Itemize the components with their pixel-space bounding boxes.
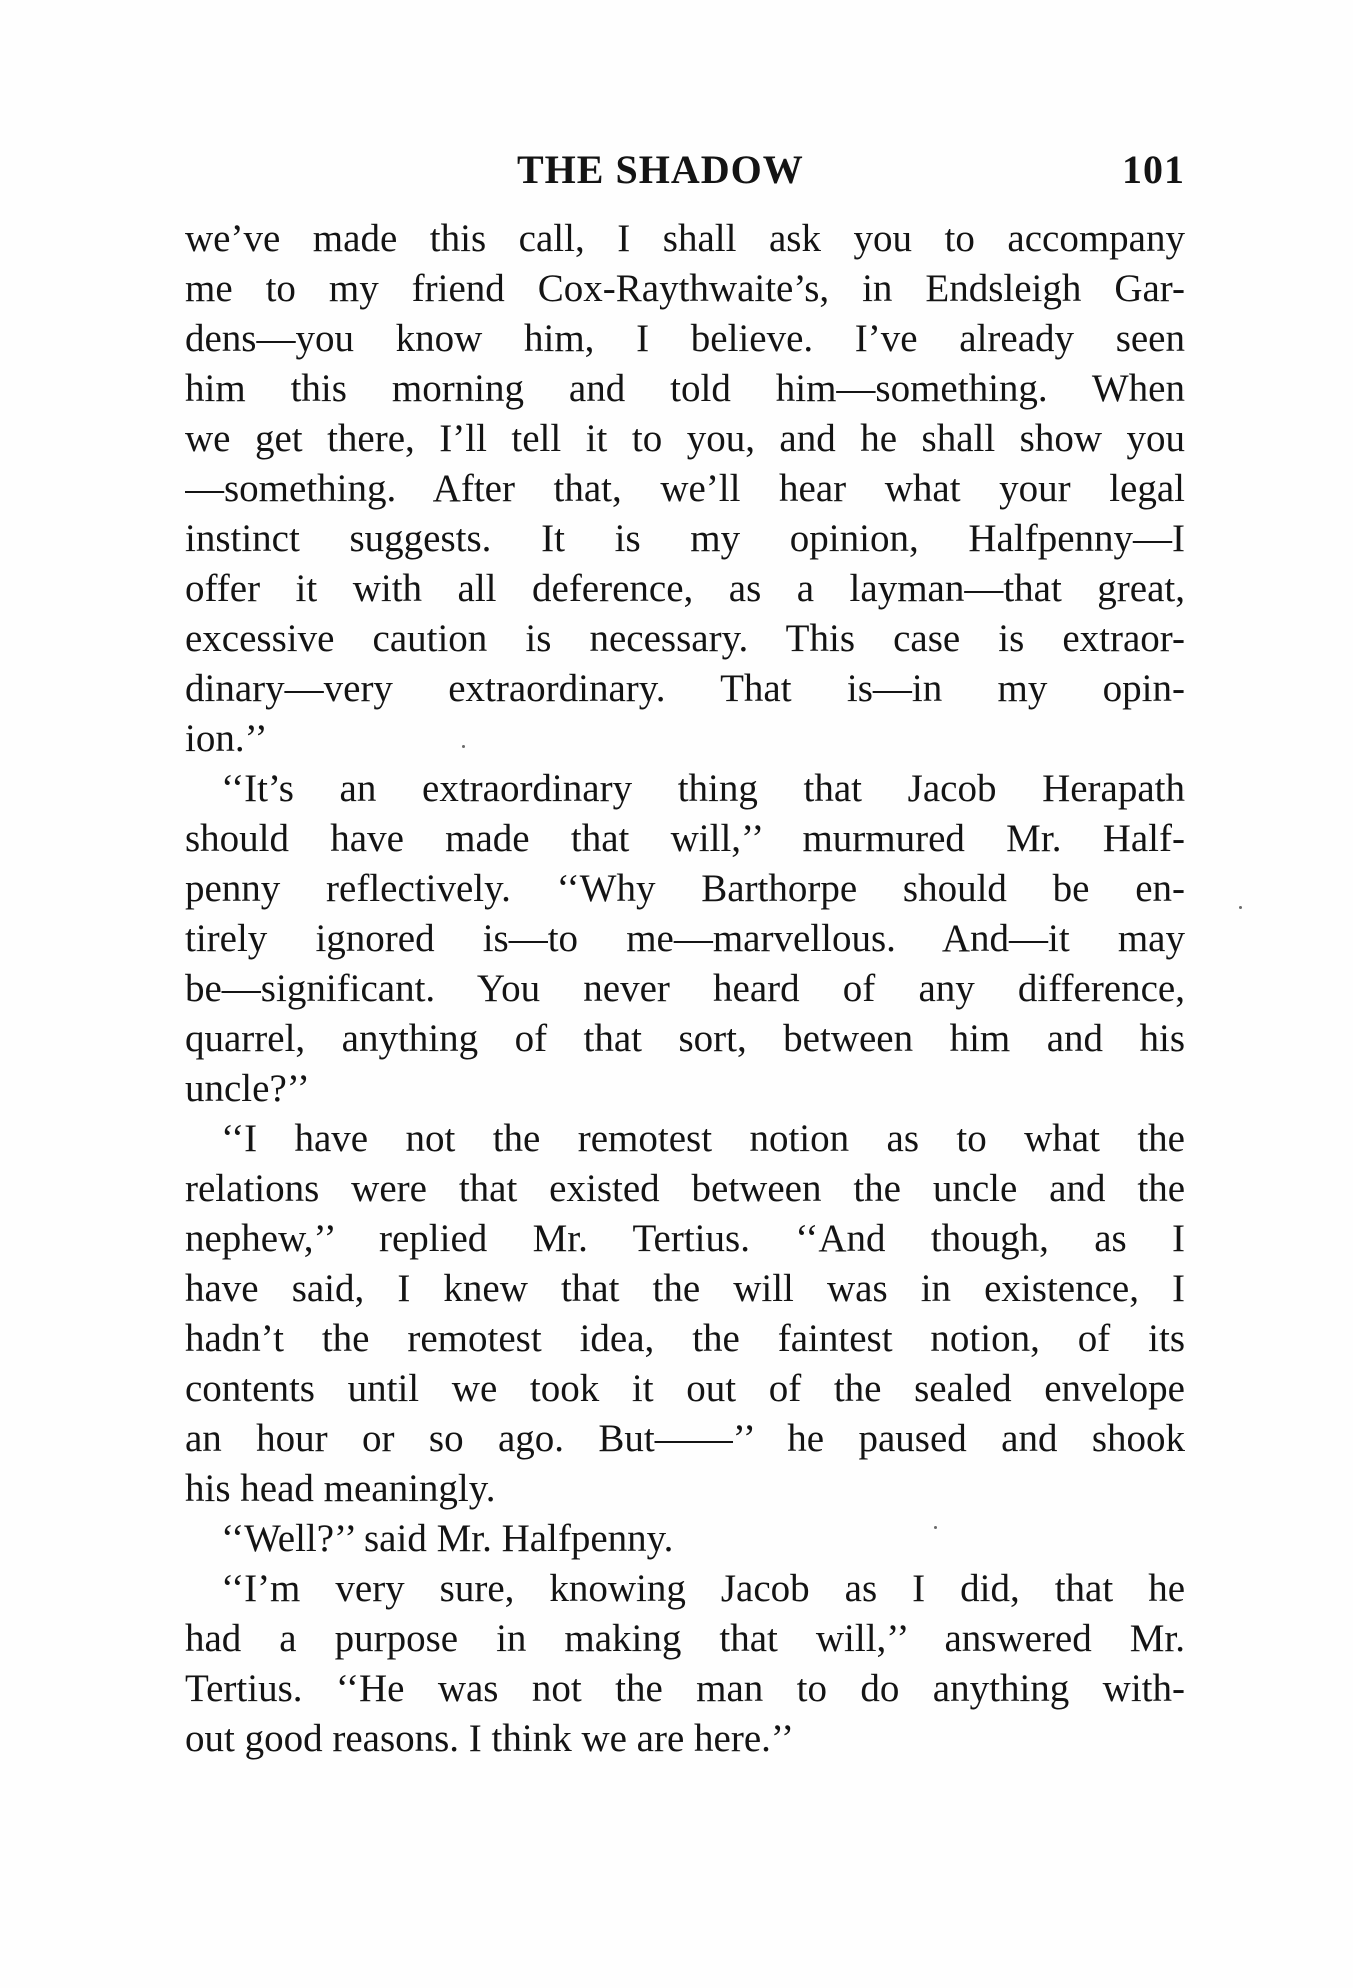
text-line: an hour or so ago. But——’’ he paused and shook <box>185 1417 1185 1460</box>
text-line: tirely ignored is—to me—marvellous. And—it may <box>185 917 1185 960</box>
text-line: ‘‘I have not the remotest notion as to what the <box>221 1117 1185 1160</box>
text-line: have said, I knew that the will was in existence, I <box>185 1267 1185 1310</box>
text-line: him this morning and told him—something. When <box>185 367 1185 410</box>
text-line: —something. After that, we’ll hear what your legal <box>185 467 1185 510</box>
text-line: relations were that existed between the uncle and the <box>185 1167 1185 1210</box>
text-line: out good reasons. I think we are here.’’ <box>185 1717 794 1760</box>
text-line: uncle?’’ <box>185 1067 310 1110</box>
page-number: 101 <box>1122 147 1185 192</box>
text-line: we get there, I’ll tell it to you, and he shall show you <box>185 417 1185 460</box>
text-line: penny reflectively. ‘‘Why Barthorpe should be en- <box>185 867 1185 910</box>
text-line: Tertius. ‘‘He was not the man to do anything with- <box>185 1667 1185 1710</box>
text-line: be—significant. You never heard of any difference, <box>185 967 1185 1010</box>
print-speck <box>934 1526 937 1529</box>
body-text <box>185 214 1185 1764</box>
text-line: we’ve made this call, I shall ask you to accompany <box>185 217 1185 260</box>
text-line: hadn’t the remotest idea, the faintest notion, of its <box>185 1317 1185 1360</box>
print-speck <box>1239 906 1242 909</box>
text-line: instinct suggests. It is my opinion, Halfpenny—I <box>185 517 1185 560</box>
text-line: ‘‘I’m very sure, knowing Jacob as I did, that he <box>221 1567 1185 1610</box>
text-line: quarrel, anything of that sort, between him and his <box>185 1017 1185 1060</box>
text-line: offer it with all deference, as a layman—that great, <box>185 567 1185 610</box>
print-speck <box>462 745 465 748</box>
text-line: should have made that will,’’ murmured Mr. Half- <box>185 817 1185 860</box>
text-line: ion.’’ <box>185 717 268 760</box>
text-line: dinary—very extraordinary. That is—in my opin- <box>185 667 1185 710</box>
text-line: had a purpose in making that will,’’ answered Mr. <box>185 1617 1185 1660</box>
text-line: contents until we took it out of the sealed envelope <box>185 1367 1185 1410</box>
text-line: his head meaningly. <box>185 1467 496 1510</box>
running-title: THE SHADOW <box>517 147 804 192</box>
text-line: excessive caution is necessary. This case is extraor- <box>185 617 1185 660</box>
running-head <box>185 146 1185 196</box>
text-line: dens—you know him, I believe. I’ve already seen <box>185 317 1185 360</box>
text-line: ‘‘Well?’’ said Mr. Halfpenny. <box>221 1517 674 1560</box>
text-line: nephew,’’ replied Mr. Tertius. ‘‘And though, as I <box>185 1217 1185 1260</box>
text-line: me to my friend Cox-Raythwaite’s, in Endsleigh Gar- <box>185 267 1185 310</box>
text-line: ‘‘It’s an extraordinary thing that Jacob Herapath <box>221 767 1185 810</box>
